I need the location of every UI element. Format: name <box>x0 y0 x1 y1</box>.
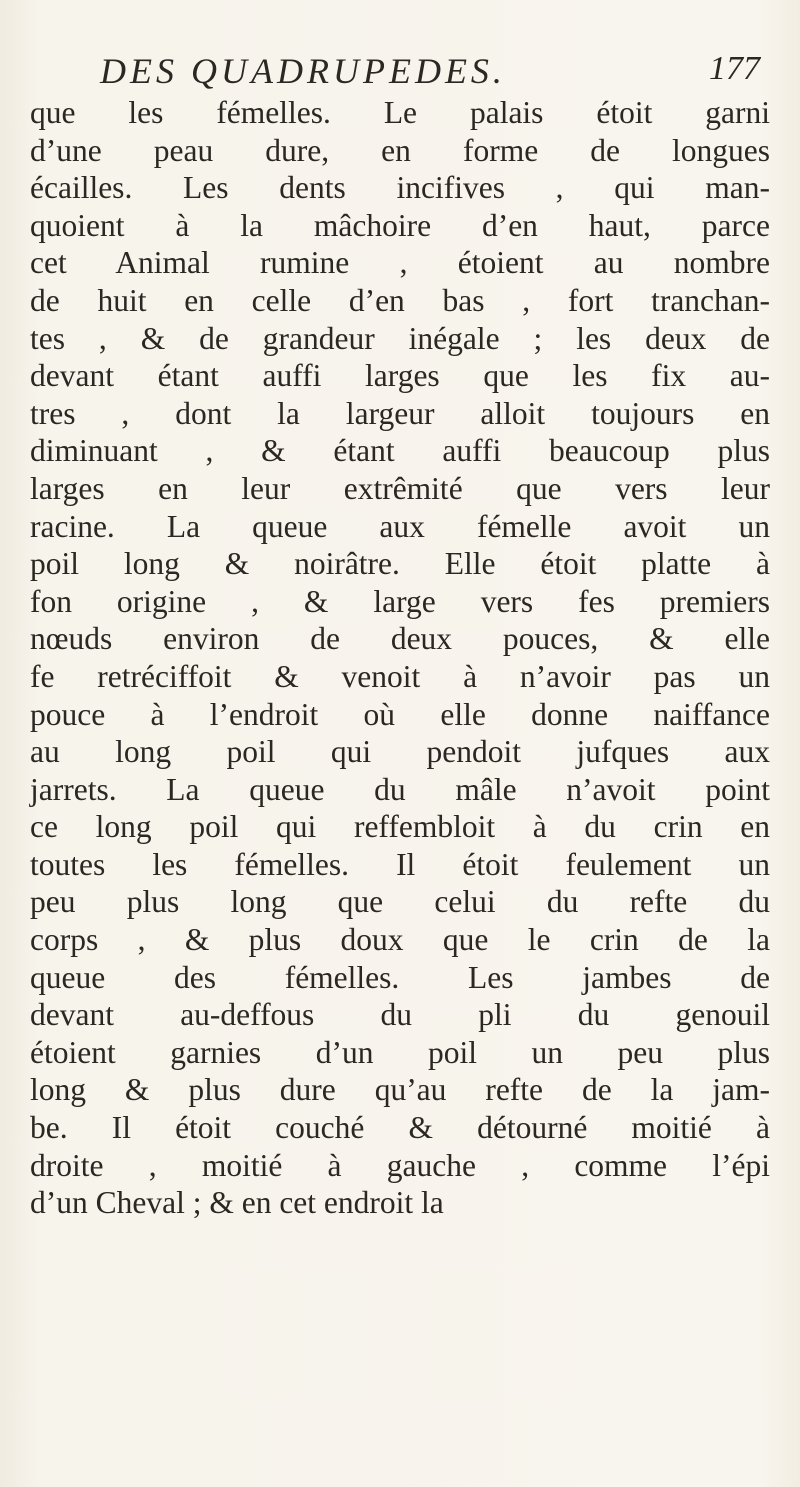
running-title: DES QUADRUPEDES. <box>100 51 506 91</box>
text-line: que les fémelles. Le palais étoit garni <box>30 95 770 130</box>
text-line: toutes les fémelles. Il étoit feulement un <box>30 846 770 882</box>
text-line: quoient à la mâchoire d’en haut, parce <box>30 207 770 243</box>
text-line: long & plus dure qu’au refte de la jam- <box>30 1072 770 1108</box>
text-line: peu plus long que celui du refte du <box>30 884 770 920</box>
text-line: nœuds environ de deux pouces, & elle <box>30 621 770 657</box>
text-line: tres , dont la largeur alloit toujours en <box>30 395 770 431</box>
text-line: jarrets. La queue du mâle n’avoit point <box>30 771 770 807</box>
text-line: racine. La queue aux fémelle avoit un <box>30 508 770 544</box>
text-line: larges en leur extrêmité que vers leur <box>30 470 770 506</box>
text-line: droite , moitié à gauche , comme l’épi <box>30 1147 770 1183</box>
text-line: étoient garnies d’un poil un peu plus <box>30 1034 770 1070</box>
text-line: devant étant auffi larges que les fix au- <box>30 358 770 394</box>
text-line: ce long poil qui reffembloit à du crin en <box>30 809 770 845</box>
text-line: écailles. Les dents incifives , qui man- <box>30 170 770 206</box>
running-head <box>100 50 760 100</box>
text-line: fon origine , & large vers fes premiers <box>30 583 770 619</box>
text-line: poil long & noirâtre. Elle étoit platte à <box>30 546 770 582</box>
text-line: d’un Cheval ; & en cet endroit la <box>30 1185 444 1221</box>
text-line: queue des fémelles. Les jambes de <box>30 959 770 995</box>
text-line: fe retréciffoit & venoit à n’avoir pas un <box>30 658 770 694</box>
page-number: 177 <box>709 50 760 87</box>
text-line: pouce à l’endroit où elle donne naiffance <box>30 696 770 732</box>
text-line: de huit en celle d’en bas , fort tranchan- <box>30 282 770 318</box>
body-text <box>30 94 770 1222</box>
text-line: tes , & de grandeur inégale ; les deux de <box>30 320 770 356</box>
text-line: corps , & plus doux que le crin de la <box>30 922 770 958</box>
text-line: be. Il étoit couché & détourné moitié à <box>30 1110 770 1146</box>
text-line: cet Animal rumine , étoient au nombre <box>30 245 770 281</box>
text-line: devant au-deffous du pli du genouil <box>30 997 770 1033</box>
text-line: au long poil qui pendoit jufques aux <box>30 734 770 770</box>
text-line: d’une peau dure, en forme de longues <box>30 132 770 168</box>
text-line: diminuant , & étant auffi beaucoup plus <box>30 433 770 469</box>
